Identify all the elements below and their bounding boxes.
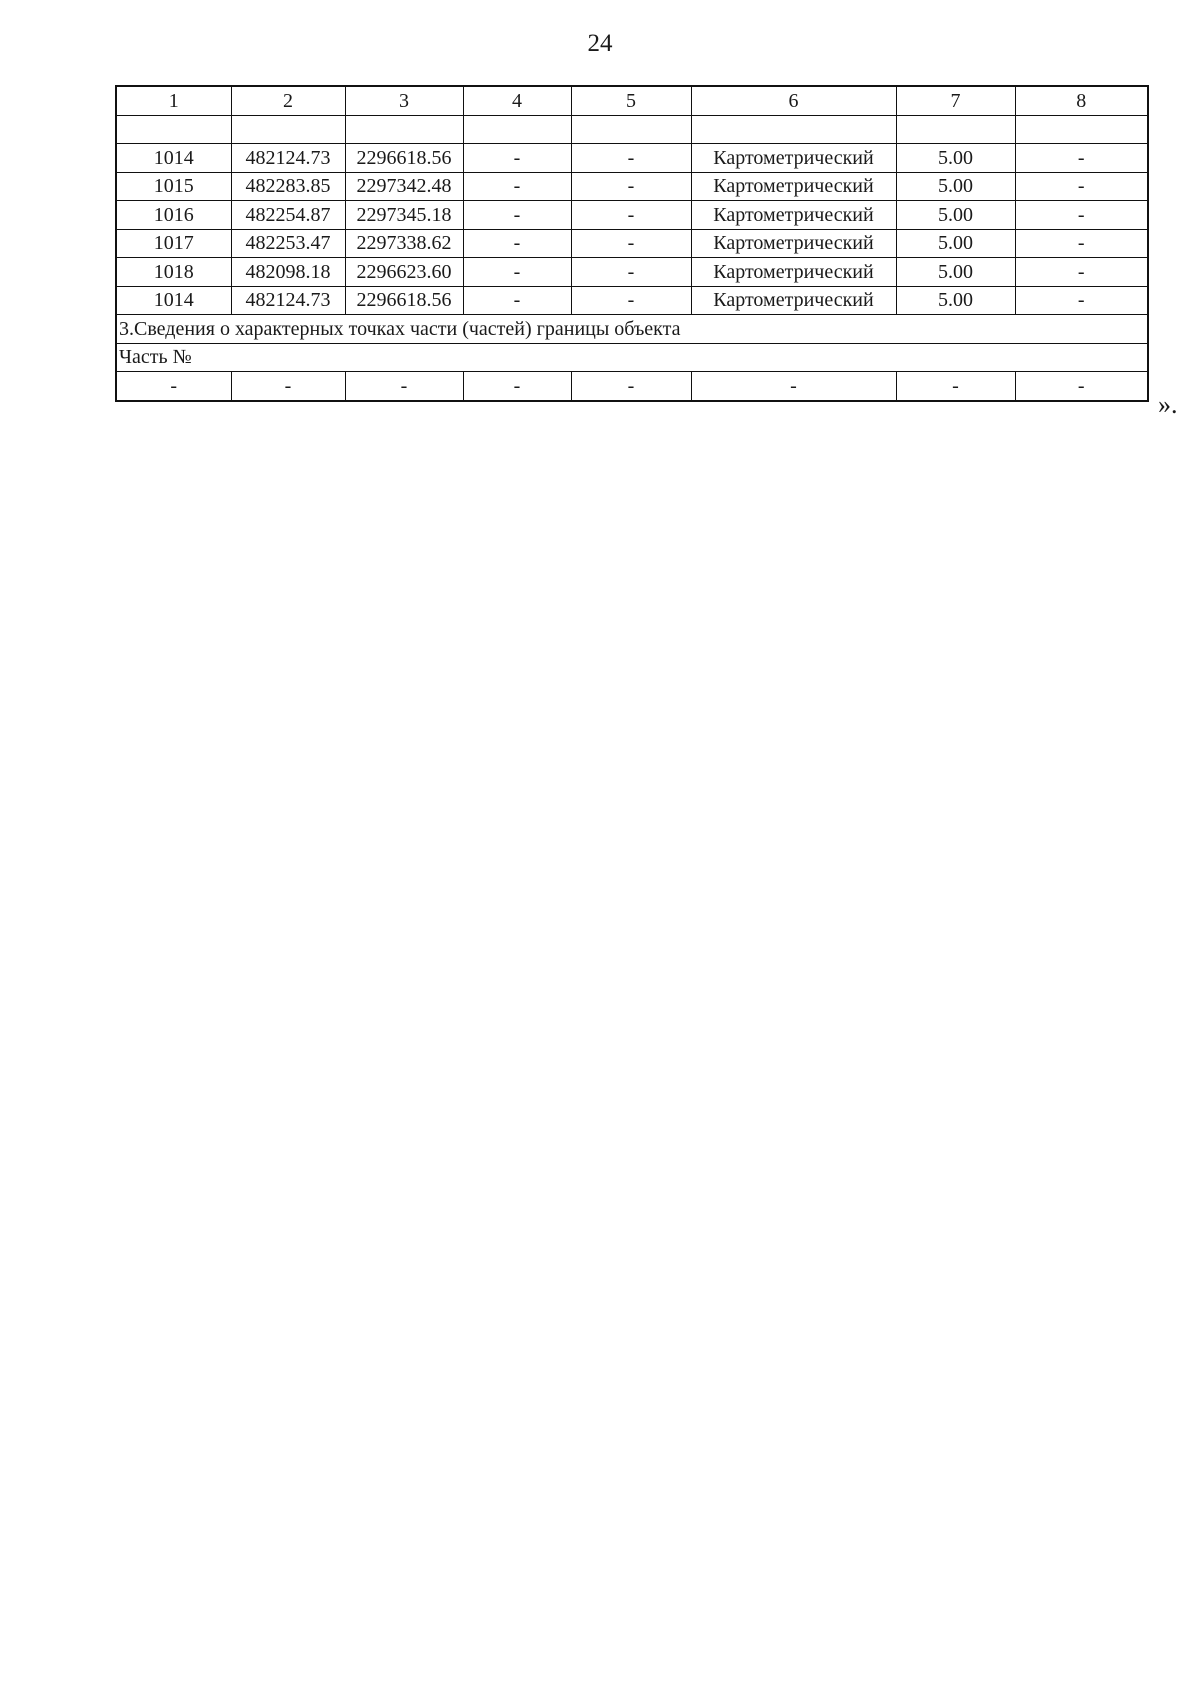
table-cell: - — [1015, 372, 1148, 401]
page-number: 24 — [587, 30, 613, 57]
table-cell: - — [571, 201, 691, 230]
table-cell: - — [463, 144, 571, 173]
table-cell: - — [1015, 229, 1148, 258]
x-coordinate-cell: 482124.73 — [231, 286, 345, 315]
section-title: 3.Сведения о характерных точках части (частей) границы объекта — [116, 315, 1148, 344]
accuracy-cell: 5.00 — [896, 201, 1015, 230]
table-cell: - — [571, 144, 691, 173]
method-cell: Картометрический — [691, 144, 896, 173]
x-coordinate-cell: 482283.85 — [231, 172, 345, 201]
coordinates-table — [115, 85, 1149, 402]
empty-row — [116, 115, 1148, 144]
x-coordinate-cell: 482254.87 — [231, 201, 345, 230]
point-number-cell: 1015 — [116, 172, 231, 201]
column-header: 6 — [691, 86, 896, 115]
table-cell: - — [116, 372, 231, 401]
method-cell: Картометрический — [691, 286, 896, 315]
table-row — [116, 201, 1148, 230]
column-header: 5 — [571, 86, 691, 115]
column-header-row — [116, 86, 1148, 115]
y-coordinate-cell: 2296623.60 — [345, 258, 463, 287]
table-cell: - — [1015, 172, 1148, 201]
table-cell — [463, 115, 571, 144]
table-cell: - — [463, 286, 571, 315]
y-coordinate-cell: 2297338.62 — [345, 229, 463, 258]
table-cell: - — [1015, 258, 1148, 287]
point-number-cell: 1018 — [116, 258, 231, 287]
table-row — [116, 144, 1148, 173]
method-cell: Картометрический — [691, 172, 896, 201]
table-cell — [896, 115, 1015, 144]
table-row — [116, 229, 1148, 258]
point-number-cell: 1014 — [116, 286, 231, 315]
table-cell: - — [571, 372, 691, 401]
closing-quote-mark: ». — [1158, 390, 1178, 419]
table-cell — [116, 115, 231, 144]
section-title-row — [116, 315, 1148, 344]
table-cell: - — [463, 201, 571, 230]
column-header: 8 — [1015, 86, 1148, 115]
table-cell: - — [571, 286, 691, 315]
x-coordinate-cell: 482098.18 — [231, 258, 345, 287]
table-cell: - — [463, 258, 571, 287]
method-cell: Картометрический — [691, 201, 896, 230]
table-cell: - — [571, 172, 691, 201]
y-coordinate-cell: 2297345.18 — [345, 201, 463, 230]
table-cell: - — [1015, 286, 1148, 315]
table-cell: - — [1015, 201, 1148, 230]
coordinates-table-container — [115, 85, 1149, 402]
y-coordinate-cell: 2297342.48 — [345, 172, 463, 201]
table-cell: - — [571, 258, 691, 287]
table-cell: - — [896, 372, 1015, 401]
accuracy-cell: 5.00 — [896, 144, 1015, 173]
table-cell — [1015, 115, 1148, 144]
table-cell: - — [231, 372, 345, 401]
column-header: 4 — [463, 86, 571, 115]
table-cell — [571, 115, 691, 144]
table-row — [116, 286, 1148, 315]
column-header: 7 — [896, 86, 1015, 115]
column-header: 3 — [345, 86, 463, 115]
part-label-row — [116, 343, 1148, 372]
x-coordinate-cell: 482124.73 — [231, 144, 345, 173]
table-cell: - — [463, 172, 571, 201]
column-header: 2 — [231, 86, 345, 115]
table-cell: - — [571, 229, 691, 258]
method-cell: Картометрический — [691, 258, 896, 287]
y-coordinate-cell: 2296618.56 — [345, 286, 463, 315]
table-cell: - — [463, 229, 571, 258]
y-coordinate-cell: 2296618.56 — [345, 144, 463, 173]
table-cell: - — [463, 372, 571, 401]
point-number-cell: 1017 — [116, 229, 231, 258]
point-number-cell: 1016 — [116, 201, 231, 230]
accuracy-cell: 5.00 — [896, 172, 1015, 201]
column-header: 1 — [116, 86, 231, 115]
table-cell: - — [691, 372, 896, 401]
table-row — [116, 258, 1148, 287]
point-number-cell: 1014 — [116, 144, 231, 173]
table-cell: - — [345, 372, 463, 401]
table-row — [116, 172, 1148, 201]
table-cell — [231, 115, 345, 144]
part-row — [116, 372, 1148, 401]
x-coordinate-cell: 482253.47 — [231, 229, 345, 258]
part-label: Часть № — [116, 343, 1148, 372]
accuracy-cell: 5.00 — [896, 286, 1015, 315]
table-cell — [691, 115, 896, 144]
table-cell: - — [1015, 144, 1148, 173]
accuracy-cell: 5.00 — [896, 229, 1015, 258]
accuracy-cell: 5.00 — [896, 258, 1015, 287]
table-cell — [345, 115, 463, 144]
method-cell: Картометрический — [691, 229, 896, 258]
